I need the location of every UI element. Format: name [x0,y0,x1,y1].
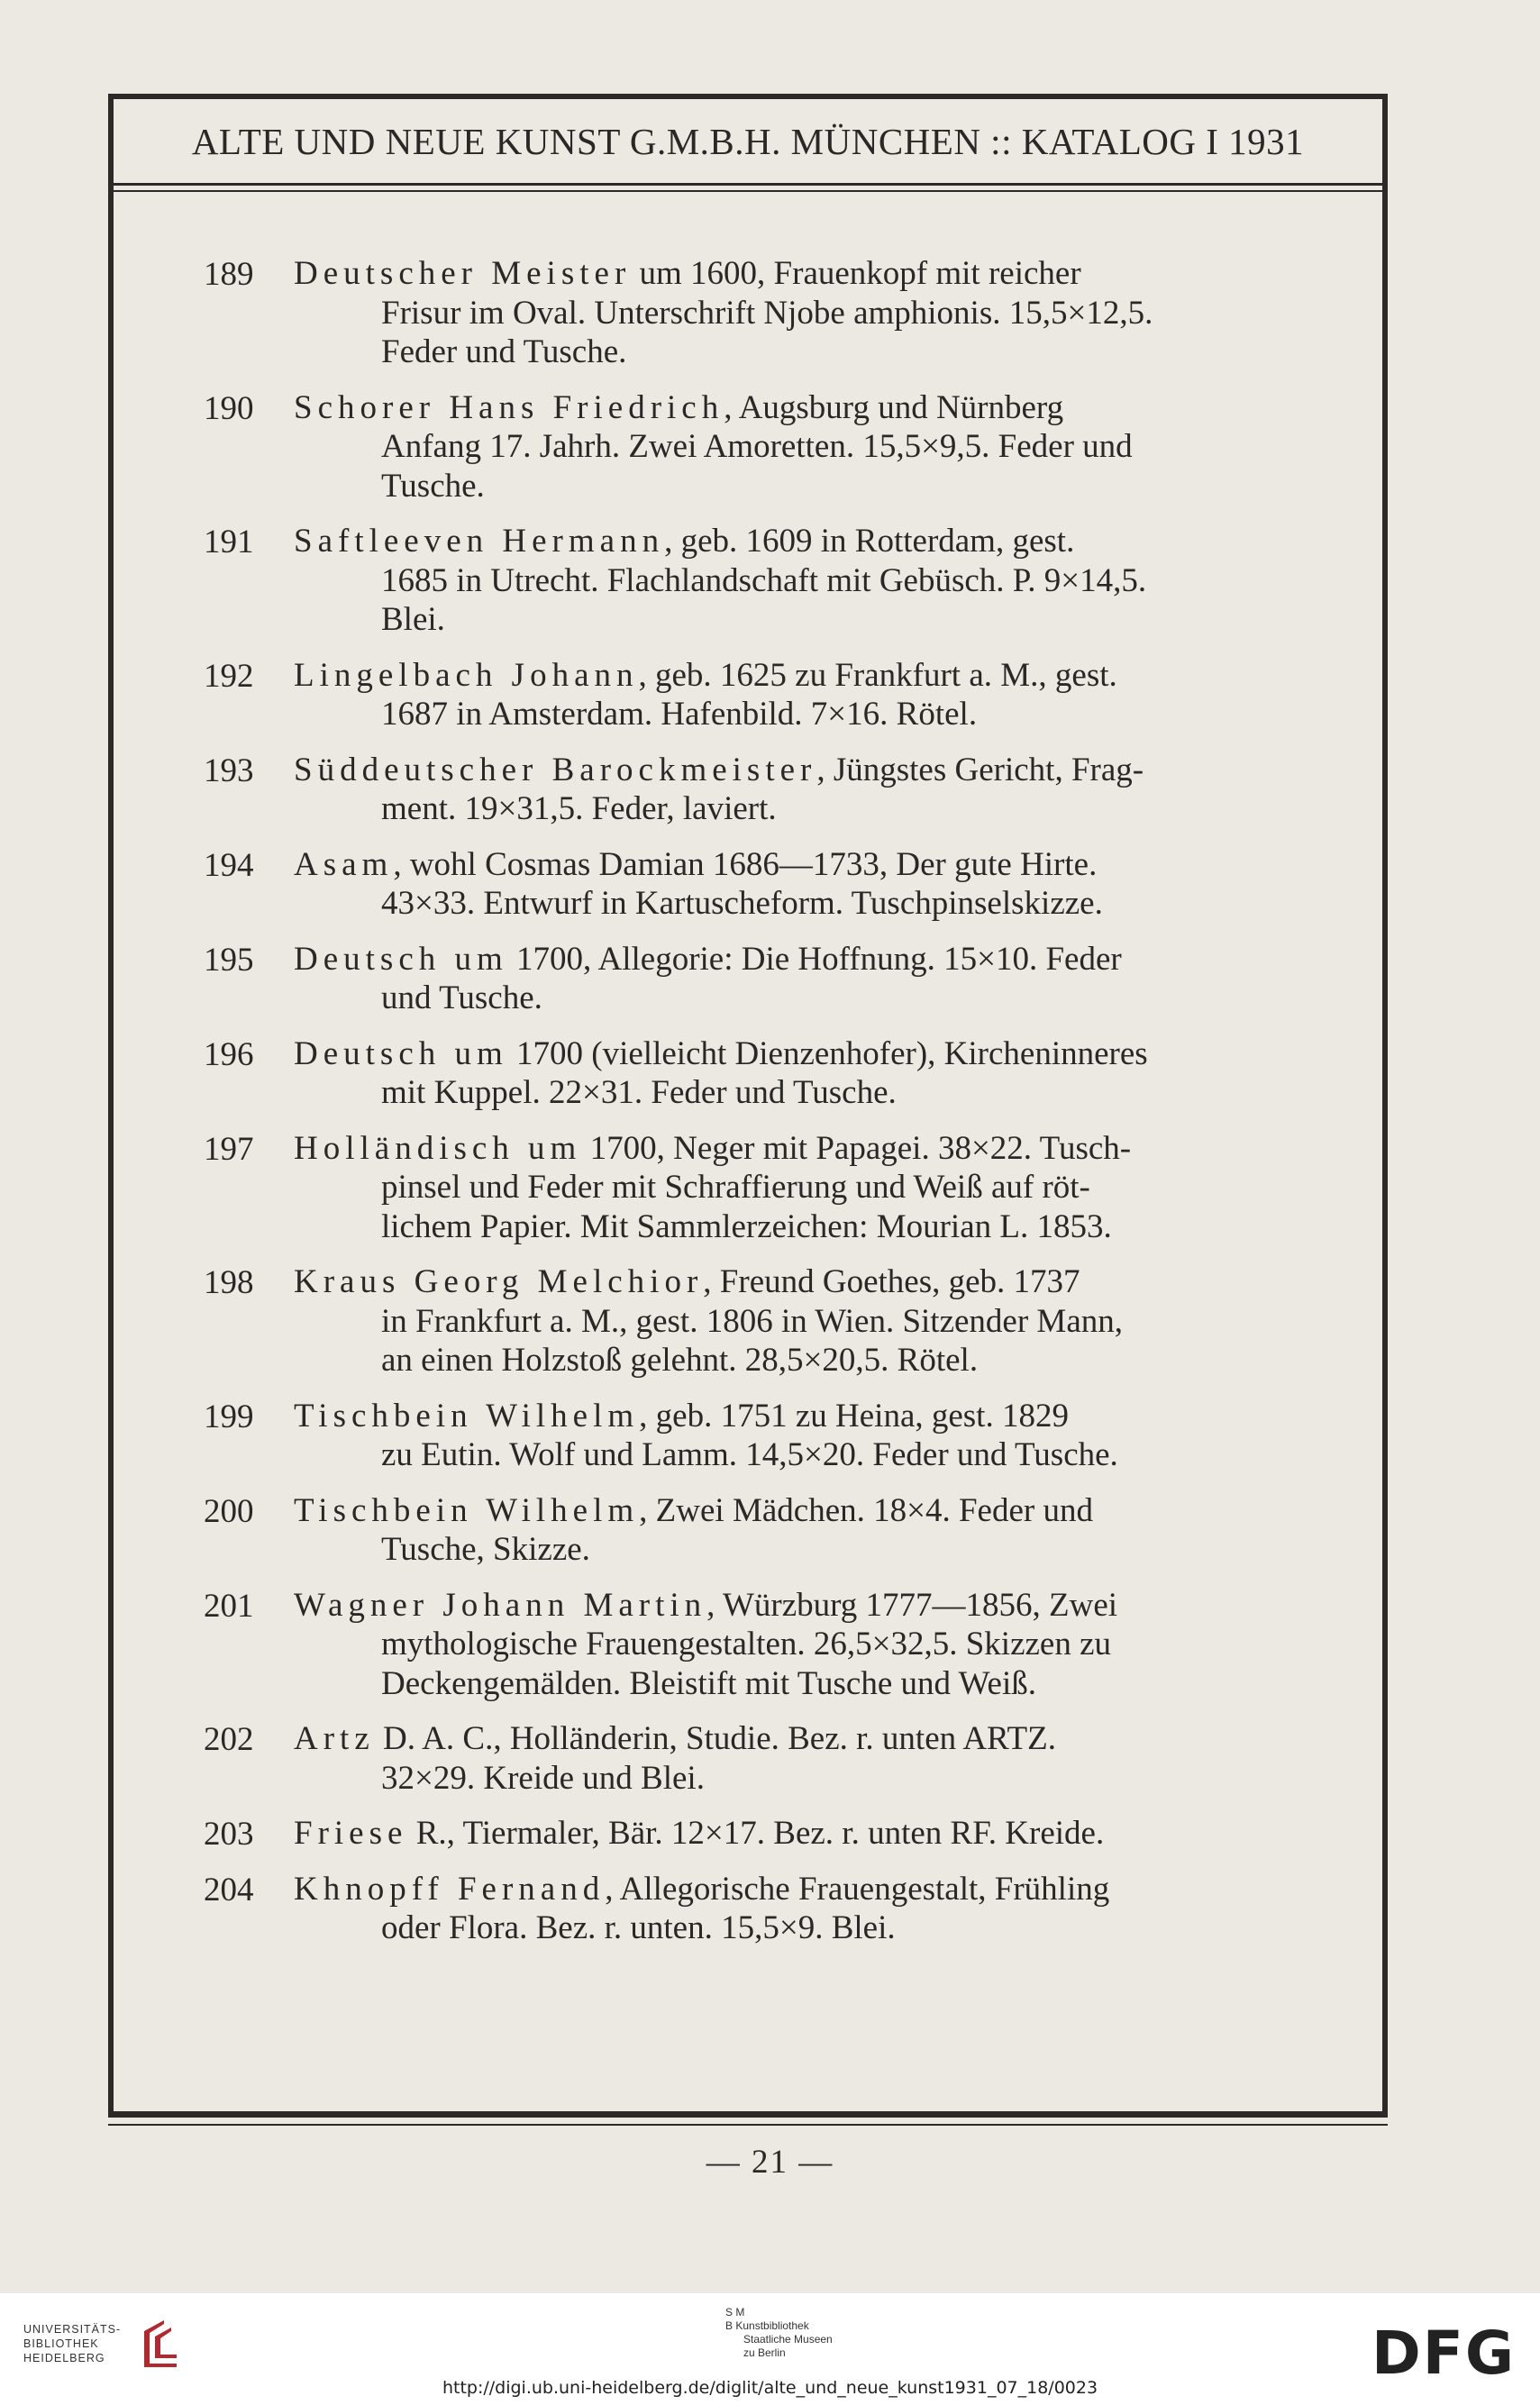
entry-number: 194 [204,846,254,884]
artist-name: Süddeutscher Barockmeister [294,751,817,788]
entry-continuation-line: oder Flora. Bez. r. unten. 15,5×9. Blei. [381,1909,896,1946]
dfg-logo: DFG [1371,2318,1517,2388]
entry-continuation-line: und Tusche. [381,979,542,1016]
heidelberg-library-text: UNIVERSITÄTS- BIBLIOTHEK HEIDELBERG [23,2323,122,2364]
entry-continuation-line: Tusche, Skizze. [381,1531,590,1568]
entry-continuation-line: 1685 in Utrecht. Flachlandschaft mit Gebüsch. P. 9×14,5. [381,561,1147,599]
source-url[interactable]: http://digi.ub.uni-heidelberg.de/diglit/alte_und_neue_kunst1931_07_18/0023 [442,2378,1098,2398]
entry-text [294,1034,1300,1113]
entry-continuation-line: mythologische Frauengestalten. 26,5×32,5. Skizzen zu [381,1626,1112,1663]
artist-name: Asam [294,845,394,883]
page-frame [108,94,1388,2118]
entry-number: 189 [204,256,254,293]
entry-description: , Zwei Mädchen. 18×4. Feder und [639,1491,1093,1529]
entry-description: , Würzburg 1777—1856, Zwei [706,1586,1118,1624]
page-number: — 21 — [706,2144,834,2181]
entry-first-line [294,1719,1300,1759]
entry-number: 202 [204,1721,254,1758]
entry-continuation-line: Deckengemälden. Bleistift mit Tusche und Weiß. [381,1664,1036,1702]
entry-description: , geb. 1609 in Rotterdam, gest. [664,523,1075,560]
entry-number: 196 [204,1035,254,1073]
entry-first-line [294,1034,1300,1074]
entry-text [294,1586,1300,1704]
entry-description: 1700 (vielleicht Dienzenhofer), Kircheninneres [507,1034,1148,1072]
catalog-entry [204,1814,1417,1854]
catalog-entry [204,1719,1417,1798]
entry-first-line [294,656,1300,696]
entry-number: 193 [204,752,254,789]
catalog-entry [204,522,1417,640]
catalog-entry [204,656,1417,734]
entry-description: D. A. C., Holländerin, Studie. Bez. r. unten ARTZ. [374,1720,1056,1757]
artist-name: Friese [294,1815,408,1852]
entry-text [294,1262,1300,1380]
entry-first-line [294,1262,1300,1302]
catalog-entry [204,751,1417,829]
catalog-entry [204,1262,1417,1380]
entry-first-line [294,1129,1300,1169]
heidelberg-logo-icon [137,2315,184,2374]
artist-name: Tischbein Wilhelm [294,1491,640,1529]
entry-continuation-line: Blei. [381,601,445,638]
entry-first-line [294,940,1300,979]
entry-continuation-line: zu Eutin. Wolf und Lamm. 14,5×20. Feder und Tusche. [381,1436,1118,1473]
artist-name: Kraus Georg Melchior [294,1263,704,1300]
catalog-entry [204,1491,1417,1570]
entry-description: , geb. 1625 zu Frankfurt a. M., gest. [638,656,1117,694]
entry-description: , geb. 1751 zu Heina, gest. 1829 [639,1397,1069,1435]
entry-description: R., Tiermaler, Bär. 12×17. Bez. r. unten RF. Kreide. [407,1815,1105,1852]
entry-first-line [294,388,1300,428]
entry-continuation-line: 32×29. Kreide und Blei. [381,1759,705,1797]
digitization-footer [0,2293,1540,2405]
entry-first-line [294,1870,1300,1909]
entry-description: , Freund Goethes, geb. 1737 [703,1263,1080,1300]
artist-name: Saftleeven Hermann [294,523,665,560]
entry-description: , Jüngstes Gericht, Frag- [816,751,1144,788]
entry-text [294,751,1300,829]
entry-continuation-line: Anfang 17. Jahrh. Zwei Amoretten. 15,5×9,5. Feder und [381,428,1133,465]
entry-first-line [294,1814,1300,1854]
artist-name: Wagner Johann Martin [294,1586,707,1624]
entry-number: 203 [204,1816,254,1853]
entry-text [294,522,1300,640]
catalog-entry [204,1870,1417,1948]
entry-number: 201 [204,1587,254,1625]
entry-text [294,1719,1300,1798]
catalog-entry [204,1586,1417,1704]
entry-text [294,1397,1300,1475]
entry-continuation-line: 43×33. Entwurf in Kartuscheform. Tuschpinselskizze. [381,885,1103,922]
catalog-entry [204,1034,1417,1113]
catalog-entry [204,1129,1417,1247]
entry-first-line [294,751,1300,790]
entry-number: 192 [204,657,254,695]
entry-continuation-line: lichem Papier. Mit Sammlerzeichen: Mourian L. 1853. [381,1207,1112,1245]
artist-name: Holländisch um [294,1129,582,1167]
entry-continuation-line: pinsel und Feder mit Schraffierung und Weiß auf röt- [381,1169,1090,1206]
entry-number: 204 [204,1871,254,1909]
entry-text [294,845,1300,924]
entry-description: , Allegorische Frauengestalt, Frühling [605,1870,1110,1908]
entry-continuation-line: Feder und Tusche. [381,333,627,370]
entry-description: , Augsburg und Nürnberg [724,388,1064,426]
catalog-entry [204,845,1417,924]
catalog-entry [204,388,1417,506]
catalog-entries [204,254,1417,1948]
entry-text [294,1870,1300,1948]
entry-text [294,1129,1300,1247]
entry-number: 200 [204,1492,254,1530]
entry-first-line [294,254,1300,294]
artist-name: Deutsch um [294,1034,508,1072]
entry-description: 1700, Allegorie: Die Hoffnung. 15×10. Feder [507,940,1122,978]
entry-text [294,388,1300,506]
entry-first-line [294,1586,1300,1626]
entry-description: um 1600, Frauenkopf mit reicher [631,255,1081,292]
entry-first-line [294,845,1300,885]
entry-number: 191 [204,524,254,560]
artist-name: Tischbein Wilhelm [294,1397,640,1435]
entry-first-line [294,522,1300,561]
catalog-entry [204,940,1417,1018]
artist-name: Lingelbach Johann [294,656,639,694]
entry-number: 195 [204,941,254,979]
catalog-entry [204,254,1417,372]
entry-continuation-line: ment. 19×31,5. Feder, laviert. [381,790,777,827]
artist-name: Khnopff Fernand [294,1870,606,1908]
entry-continuation-line: Tusche. [381,467,485,505]
kunstbibliothek-text: S M B Kunstbibliothek Staatliche Museen zu Berlin [725,2306,833,2359]
artist-name: Deutscher Meister [294,255,632,292]
entry-text [294,254,1300,372]
entry-continuation-line: an einen Holzstoß gelehnt. 28,5×20,5. Rötel. [381,1342,979,1379]
entry-number: 199 [204,1398,254,1435]
entry-continuation-line: Frisur im Oval. Unterschrift Njobe amphionis. 15,5×12,5. [381,294,1153,332]
entry-continuation-line: 1687 in Amsterdam. Hafenbild. 7×16. Rötel. [381,696,978,733]
entry-text [294,1491,1300,1570]
entry-first-line [294,1397,1300,1436]
entry-text [294,656,1300,734]
artist-name: Deutsch um [294,940,508,978]
entry-text [294,940,1300,1018]
entry-number: 190 [204,389,254,427]
entry-number: 197 [204,1130,254,1168]
catalog-entry [204,1397,1417,1475]
running-header: ALTE UND NEUE KUNST G.M.B.H. MÜNCHEN :: KATALOG I 1931 [114,99,1382,186]
entry-continuation-line: in Frankfurt a. M., gest. 1806 in Wien. Sitzender Mann, [381,1302,1123,1340]
artist-name: Schorer Hans Friedrich [294,388,724,426]
entry-first-line [294,1491,1300,1531]
entry-description: 1700, Neger mit Papagei. 38×22. Tusch- [581,1129,1132,1167]
entry-description: , wohl Cosmas Damian 1686—1733, Der gute Hirte. [393,845,1098,883]
artist-name: Artz [294,1720,375,1757]
entry-text [294,1814,1300,1854]
entry-number: 198 [204,1264,254,1301]
entry-continuation-line: mit Kuppel. 22×31. Feder und Tusche. [381,1074,897,1111]
